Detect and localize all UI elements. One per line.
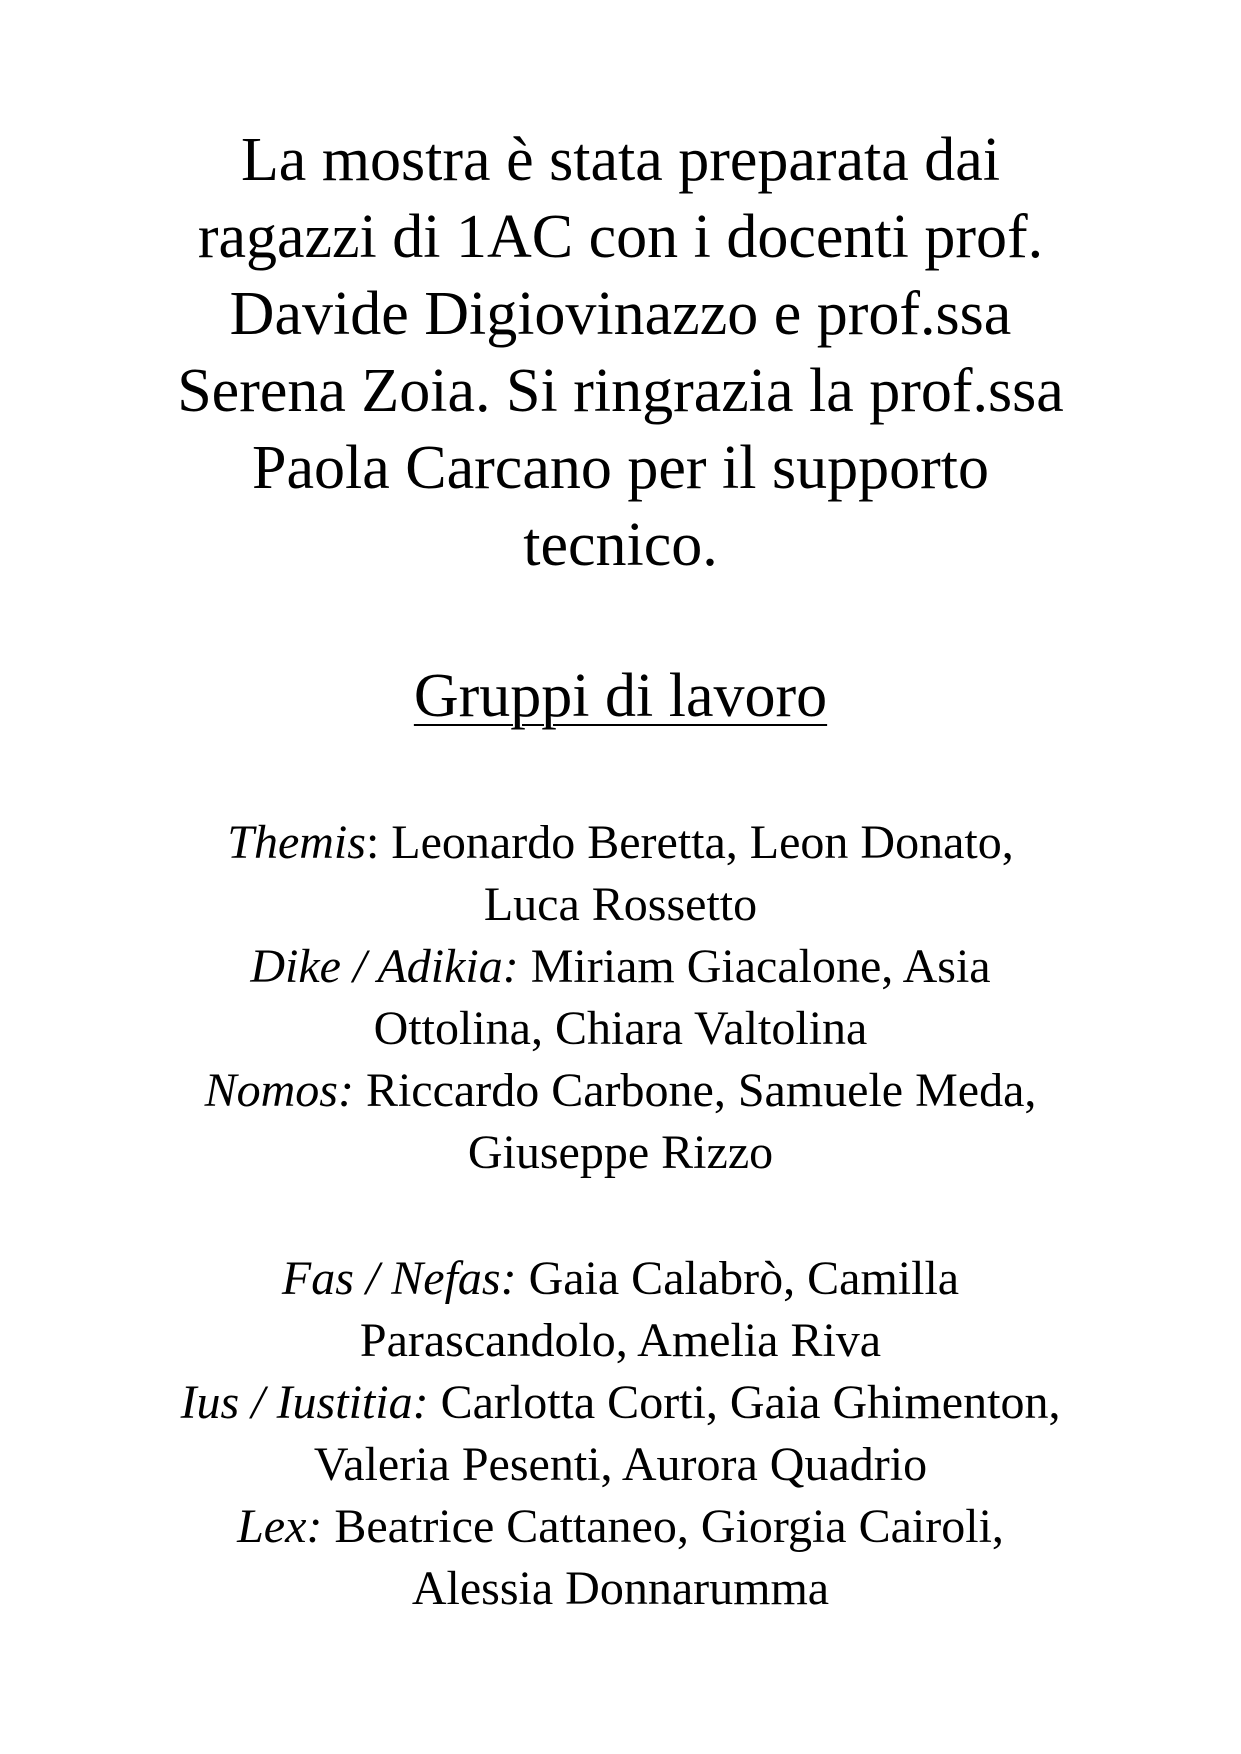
group-entry-lex [60,1496,1181,1620]
group-entry-fas-nefas [60,1248,1181,1372]
groups-title [0,658,1241,735]
group-members-line: Gaia Calabrò, Camilla [528,1252,960,1305]
group-name: Fas / Nefas: [281,1252,517,1305]
group-members-line: Luca Rossetto [483,878,758,931]
group-separator [322,1500,334,1553]
group-entry-themis [60,812,1181,936]
group-name: Nomos: [204,1064,354,1117]
group-members-line: Ottolina, Chiara Valtolina [373,1002,868,1055]
intro-line: Paola Carcano per il supporto [252,434,989,502]
group-members-line: Giuseppe Rizzo [467,1126,774,1179]
intro-line: ragazzi di 1AC con i docenti prof. [197,203,1044,271]
intro-line: La mostra è stata preparata dai [240,126,1001,194]
group-members-line: Carlotta Corti, Gaia Ghimenton, [440,1376,1061,1429]
group-entry-dike-adikia [60,936,1181,1060]
groups-list-second [60,1248,1181,1620]
group-entry-nomos [60,1060,1181,1184]
groups-list-first [60,812,1181,1184]
group-members-line: Riccardo Carbone, Samuele Meda, [365,1064,1037,1117]
group-name: Themis [227,816,366,869]
group-entry-ius-iustitia [60,1372,1181,1496]
group-separator: : [365,816,392,869]
groups-title-text: Gruppi di lavoro [413,662,828,730]
group-name: Ius / Iustitia: [180,1376,429,1429]
group-members-line: Valeria Pesenti, Aurora Quadrio [313,1438,928,1491]
group-members-line: Alessia Donnarumma [411,1562,830,1615]
intro-line: Serena Zoia. Si ringrazia la prof.ssa [177,357,1064,425]
group-separator [429,1376,441,1429]
intro-line: tecnico. [523,511,718,579]
group-name: Dike / Adikia: [250,940,519,993]
intro-paragraph [100,122,1141,584]
group-members-line: Leonardo Beretta, Leon Donato, [391,816,1014,869]
intro-line: Davide Digiovinazzo e prof.ssa [229,280,1012,348]
group-members-line: Beatrice Cattaneo, Giorgia Cairoli, [334,1500,1004,1553]
group-separator [519,940,531,993]
group-members-line: Parascandolo, Amelia Riva [359,1314,882,1367]
group-name: Lex: [237,1500,323,1553]
group-separator [354,1064,366,1117]
group-members-line: Miriam Giacalone, Asia [530,940,991,993]
group-separator [517,1252,529,1305]
